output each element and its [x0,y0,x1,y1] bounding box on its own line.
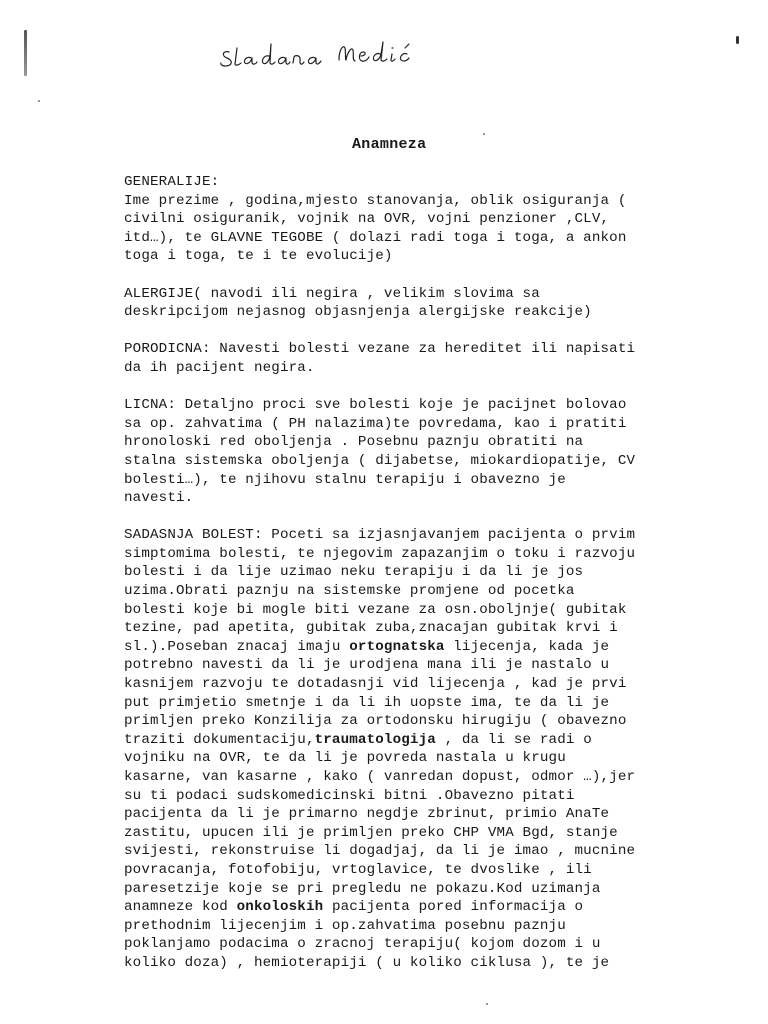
bold-term-traumatologija: traumatologija [314,731,436,748]
text-line: PORODICNA: Navesti bolesti vezane za hereditet ili napisati [124,341,636,358]
text-line: povracanja, fotofobiju, vrtoglavice, te dvoslike , ili [124,861,592,878]
text-line: Ime prezime , godina,mjesto stanovanja, oblik osiguranja ( [124,192,627,209]
text-segment: traziti dokumentaciju, [124,731,315,748]
text-line: svijesti, rekonstruise li dogadjaj, da li je imao , mucnine [124,843,636,860]
text-line: bolesti i da lije uzimao neku terapiju i da li je jos [124,564,584,581]
text-line: zastitu, upucen ili je primljen preko CHP VMA Bgd, stanje [124,824,618,841]
text-line: prethodnim lijecenjim i op.zahvatima posebnu paznju [124,917,566,934]
text-line: toga i toga, te i te evolucije) [124,248,393,265]
text-line: LICNA: Detaljno proci sve bolesti koje je pacijnet bolovao [124,397,627,414]
text-line: paresetzije koje se pri pregledu ne pokazu.Kod uzimanja [124,880,601,897]
text-line: primljen preko Konzilija za ortodonsku hirugiju ( obavezno [124,713,627,730]
paragraph-generalije [124,173,684,266]
text-line: stalna sistemska oboljenja ( dijabetse, miokardiopatije, CV [124,452,636,469]
text-line: SADASNJA BOLEST: Poceti sa izjasnjavanjem pacijenta o prvim [124,527,636,544]
text-segment: , da li se radi o [435,731,592,748]
text-line: vojniku na OVR, te da li je povreda nastala u krugu [124,750,566,767]
text-line: poklanjamo podacima o zracnoj terapiju( kojom dozom i u [124,936,601,953]
paragraph-porodicna [124,340,684,377]
text-line: bolesti…), te njihovu stalnu terapiju i obavezno je [124,471,566,488]
bold-term-onkoloskih: onkoloskih [236,899,324,916]
text-line: ALERGIJE( navodi ili negira , velikim slovima sa [124,285,540,302]
text-line: kasarne, van kasarne , kako ( vanredan dopust, odmor …),jer [124,769,636,785]
text-line: itd…), te GLAVNE TEGOBE ( dolazi radi toga i toga, a ankon [124,229,627,246]
text-line: simptomima bolesti, te njegovim zapazanjim o toku i razvoju [124,545,636,562]
scan-speck-mark [736,36,739,44]
text-line: kasnijem razvoju te dotadasnji vid lijecenja , kad je prvi [124,676,627,693]
scan-speck [38,100,40,102]
scan-speck [483,133,485,135]
text-line: deskripcijom nejasnog objasnjenja alergijske reakcije) [124,304,592,321]
paragraph-sadasnja-bolest [124,526,684,972]
text-line: tezine, pad apetita, gubitak zuba,znacajan gubitak krvi i [124,620,618,637]
text-line: civilni osiguranik, vojnik na OVR, vojni penzioner ,CLV, [124,211,610,228]
text-line: uzima.Obrati paznju na sistemske promjene od pocetka [124,583,575,600]
text-line: potrebno navesti da li je urodjena mana ili je nastalo u [124,657,610,674]
text-segment: sl.).Poseban znacaj imaju [124,638,350,655]
text-line: put primjetio smetnje i da li ih uopste ima, te da li je [124,694,610,711]
scan-speck [486,1003,488,1005]
text-line: GENERALIJE: [124,174,220,190]
text-line: sa op. zahvatima ( PH nalazima)te povredama, kao i pratiti [124,415,627,432]
text-line: da ih pacijent negira. [124,359,315,376]
signature-drawing [215,30,435,80]
document-body [124,173,684,991]
text-line: bolesti koje bi mogle biti vezane za osn.oboljnje( gubitak [124,601,627,618]
text-line: pacijenta da li je primarno negdje zbrinut, primio AnaTe [124,806,610,823]
text-line: navesti. [124,490,194,507]
scan-edge-mark [24,30,27,76]
text-segment: pacijenta pored informacija o [323,899,584,916]
text-line [124,731,684,750]
bold-term-ortognatska: ortognatska [349,638,445,655]
text-line: hronoloski red oboljenja . Posebnu paznju obratiti na [124,434,584,451]
text-line: koliko doza) , hemioterapiji ( u koliko ciklusa ), te je [124,954,610,971]
handwritten-signature [215,30,435,80]
text-line: su ti podaci sudskomedicinski bitni .Obavezno pitati [124,787,575,804]
text-line [124,898,684,917]
text-line [124,638,684,657]
paragraph-alergije [124,285,684,322]
document-title: Anamneza [352,136,427,153]
text-segment: anamneze kod [124,899,237,916]
paragraph-licna [124,396,684,508]
text-segment: lijecenja, kada je [444,638,610,655]
